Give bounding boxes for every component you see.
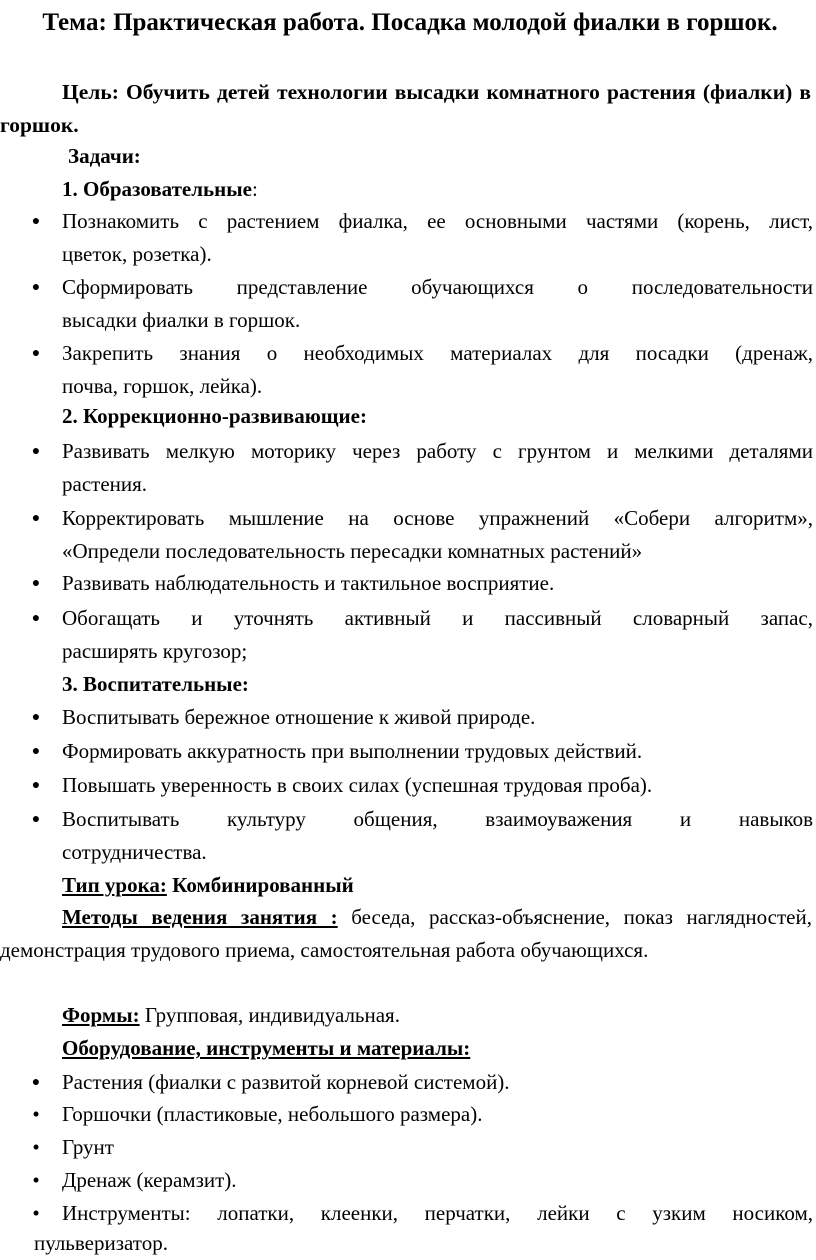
list-item: [62, 602, 813, 668]
section1-heading: [62, 173, 258, 206]
list-item-line: Обогащать и уточнять активный и пассивный словарный запас,: [62, 606, 813, 630]
list-item: Развивать наблюдательность и тактильное восприятие.: [62, 571, 555, 595]
list-item: Формировать аккуратность при выполнении трудовых действий.: [62, 739, 643, 763]
equipment-heading: Оборудование, инструменты и материалы:: [62, 1036, 471, 1060]
bullet-icon: ●: [31, 1075, 41, 1090]
bullet-icon: ●: [31, 214, 41, 229]
section1-colon: :: [251, 177, 258, 201]
bullet-icon: ●: [31, 346, 41, 361]
section3-heading: 3. Воспитательные:: [62, 672, 249, 696]
bullet-icon: ●: [31, 812, 41, 827]
list-item-line: расширять кругозор;: [62, 639, 248, 663]
methods-value: беседа, рассказ-объяснение, показ наглядностей, демонстрация трудового приема, самостоятельная работа обучающихся.: [0, 905, 812, 962]
forms-value: Групповая, индивидуальная.: [139, 1003, 400, 1027]
list-item: Дренаж (керамзит).: [62, 1168, 237, 1192]
forms-label: Формы:: [62, 1003, 140, 1027]
bullet-icon: ●: [31, 710, 41, 725]
list-item: Повышать уверенность в своих силах (успешная трудовая проба).: [62, 773, 653, 797]
list-item-line: Сформировать представление обучающихся о последовательности: [62, 275, 813, 299]
bullet-icon: •: [32, 1102, 40, 1126]
bullet-icon: •: [32, 1168, 40, 1192]
list-item: Растения (фиалки с развитой корневой системой).: [62, 1070, 510, 1094]
lesson-type-value: Комбинированный: [166, 873, 354, 897]
list-item: [62, 502, 813, 568]
list-item: [62, 337, 813, 403]
list-item: Воспитывать бережное отношение к живой природе.: [62, 705, 536, 729]
list-item-line: растения.: [62, 472, 148, 496]
list-item-line: Воспитывать культуру общения, взаимоуважения и навыков: [62, 807, 813, 831]
list-item-line: цветок, розетка).: [62, 242, 212, 266]
list-item-line: почва, горшок, лейка).: [62, 374, 263, 398]
page-title: Тема: Практическая работа. Посадка молодой фиалки в горшок.: [42, 9, 778, 36]
methods-label: Методы ведения занятия :: [62, 905, 338, 929]
bullet-icon: •: [32, 1135, 40, 1159]
goal-paragraph: Цель: Обучить детей технологии высадки комнатного растения (фиалки) в горшок.: [0, 80, 811, 137]
list-item: [62, 271, 813, 337]
methods-paragraph: [0, 901, 812, 967]
bullet-icon: ●: [31, 576, 41, 591]
bullet-icon: ●: [31, 444, 41, 459]
tasks-heading: Задачи:: [68, 144, 141, 168]
list-item-line: Закрепить знания о необходимых материалах для посадки (дренаж,: [62, 341, 813, 365]
list-item-line: Развивать мелкую моторику через работу с грунтом и мелкими деталями: [62, 439, 813, 463]
list-item: [62, 205, 813, 271]
bullet-icon: ●: [31, 611, 41, 626]
bullet-icon: ●: [31, 744, 41, 759]
list-item: Инструменты: лопатки, клеенки, перчатки, лейки с узким носиком,: [62, 1201, 813, 1225]
bullet-icon: •: [32, 1201, 40, 1225]
list-item-line: сотрудничества.: [62, 840, 207, 864]
list-item-line: «Определи последовательность пересадки комнатных растений»: [62, 539, 643, 563]
section1-label: 1. Образовательные: [62, 177, 252, 201]
list-item: [62, 803, 813, 869]
list-item: [62, 435, 813, 501]
list-item: Горшочки (пластиковые, небольшого размера).: [62, 1102, 483, 1126]
bullet-icon: ●: [31, 280, 41, 295]
list-item-line: Познакомить с растением фиалка, ее основными частями (корень, лист,: [62, 209, 813, 233]
bullet-icon: ●: [31, 511, 41, 526]
list-item-line: Корректировать мышление на основе упражнений «Собери алгоритм»,: [62, 506, 813, 530]
list-item-continuation: пульверизатор.: [34, 1231, 168, 1255]
section2-heading: 2. Коррекционно-развивающие:: [62, 404, 367, 428]
list-item: Грунт: [62, 1135, 114, 1159]
lesson-type: [62, 869, 354, 902]
list-item-line: высадки фиалки в горшок.: [62, 308, 301, 332]
bullet-icon: ●: [31, 778, 41, 793]
lesson-type-label: Тип урока:: [62, 873, 167, 897]
forms: [62, 999, 400, 1032]
